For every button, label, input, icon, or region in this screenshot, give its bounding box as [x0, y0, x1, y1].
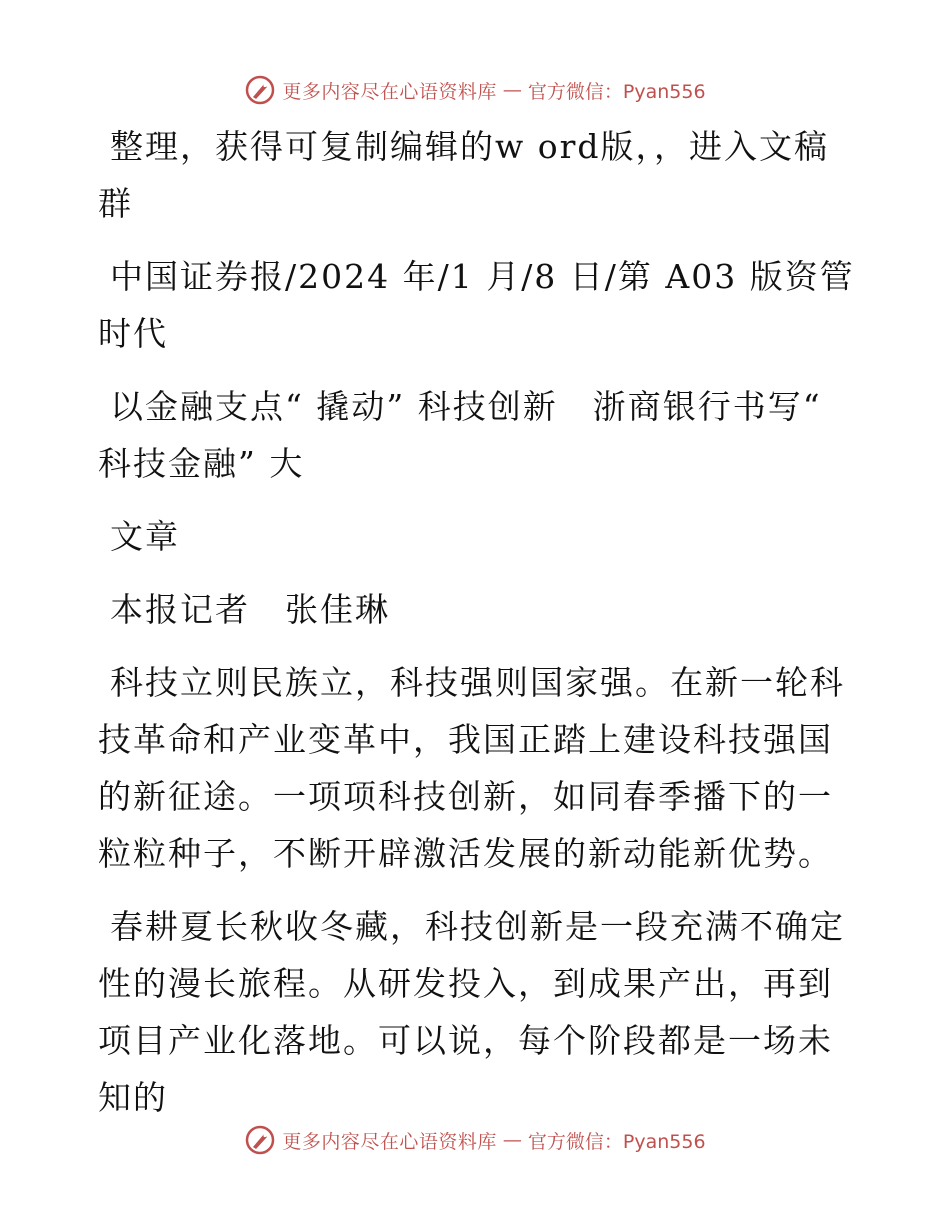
paragraph-text: 以金融支点“ 撬动” 科技创新 浙商银行书写“ 科技金融” 大: [98, 387, 822, 483]
watermark-separator: —: [502, 1129, 522, 1151]
paragraph-text: 本报记者 张佳琳: [110, 590, 390, 629]
paragraph-headline: [98, 378, 858, 492]
paragraph-byline: [98, 581, 858, 638]
paragraph-intro: [98, 118, 858, 232]
paragraph-body-1: [98, 654, 858, 882]
pen-nib-icon: [244, 1124, 276, 1156]
paragraph-text: 文章: [110, 517, 180, 556]
watermark-wechat-label: 官方微信：Pyan556: [527, 80, 706, 103]
document-body: [98, 118, 858, 1142]
watermark-separator: —: [502, 79, 522, 101]
watermark-text: 更多内容尽在心语资料库: [282, 1130, 497, 1153]
paragraph-body-2: [98, 898, 858, 1126]
paragraph-headline-cont: [98, 508, 858, 565]
paragraph-text: 中国证券报/2024 年/1 月/8 日/第 A03 版资管时代: [98, 257, 855, 353]
watermark-wechat-label: 官方微信：Pyan556: [527, 1130, 706, 1153]
paragraph-text: 科技立则民族立，科技强则国家强。在新一轮科技革命和产业变革中，我国正踏上建设科技强国的新征途。一项项科技创新，如同春季播下的一粒粒种子，不断开辟激活发展的新动能新优势。: [98, 663, 845, 873]
pen-nib-icon: [244, 74, 276, 106]
watermark-footer: [0, 1120, 950, 1160]
paragraph-text: 整理，获得可复制编辑的w ord版，，进入文稿群: [98, 127, 830, 223]
watermark-text: 更多内容尽在心语资料库: [282, 80, 497, 103]
watermark-header: [0, 70, 950, 110]
paragraph-text: 春耕夏长秋收冬藏，科技创新是一段充满不确定性的漫长旅程。从研发投入，到成果产出，再到项目产业化落地。可以说，每个阶段都是一场未知的: [98, 907, 845, 1117]
paragraph-source: [98, 248, 858, 362]
